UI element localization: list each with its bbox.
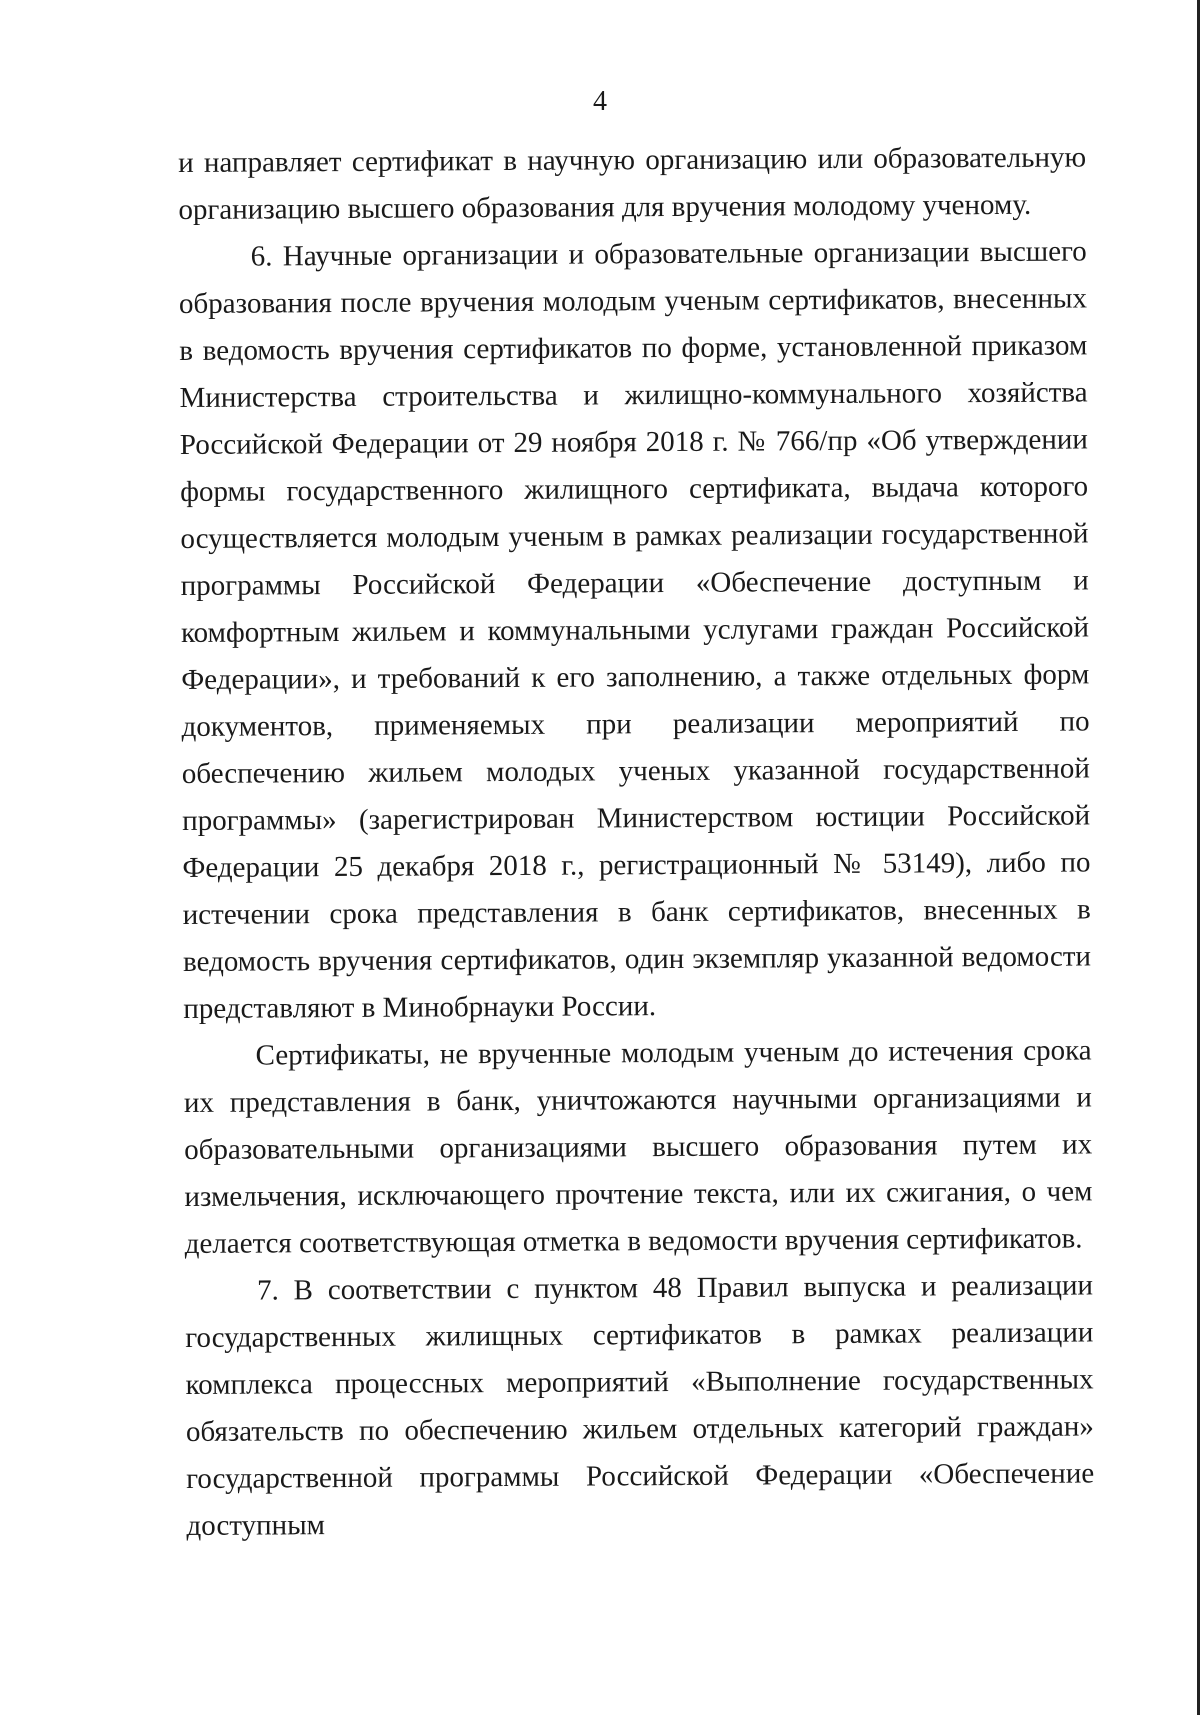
paragraph-continuation: и направляет сертификат в научную организацию или образовательную организацию высшего образования для вручения молодому ученому. <box>178 141 1087 226</box>
page-number: 4 <box>593 86 607 117</box>
paragraph-certificates-destruction: Сертификаты, не врученные молодым ученым до истечения срока их представления в банк, уничтожаются научными организациями и образовательными организациями высшего образования путем их измельчения, исключающего прочтение текста, или их сжигания, о чем делается соответствующая отметка в ведомости вручения сертификатов. <box>183 1034 1093 1260</box>
paragraph-item-7: 7. В соответствии с пунктом 48 Правил выпуска и реализации государственных жилищных сертификатов в рамках реализации комплекса процессных мероприятий «Выполнение государственных обязательств по обеспечению жильем отдельных категорий граждан» государственной программы Российской Федерации «Обеспечение доступным <box>185 1269 1095 1542</box>
paragraph-item-6: 6. Научные организации и образовательные организации высшего образования после вручения молодым ученым сертификатов, внесенных в ведомость вручения сертификатов по форме, установленной приказом Министерства строительства и жилищно-коммунального хозяйства Российской Федерации от 29 ноября 2018 г. № 766/пр «Об утверждении формы государственного жилищного сертификата, выдача которого осуществляется молодым ученым в рамках реализации государственной программы Российской Федерации «Обеспечение доступным и комфортным жильем и коммунальными услугами граждан Российской Федерации», и требований к его заполнению, а также отдельных форм документов, применяемых при реализации мероприятий по обеспечению жильем молодых ученых указанной государственной программы» (зарегистрирован Министерством юстиции Российской Федерации 25 декабря 2018 г., регистрационный № 53149), либо по истечении срока представления в банк сертификатов, внесенных в ведомость вручения сертификатов, один экземпляр указанной ведомости представляют в Минобрнауки России. <box>178 235 1092 1025</box>
document-body <box>178 134 1095 1550</box>
